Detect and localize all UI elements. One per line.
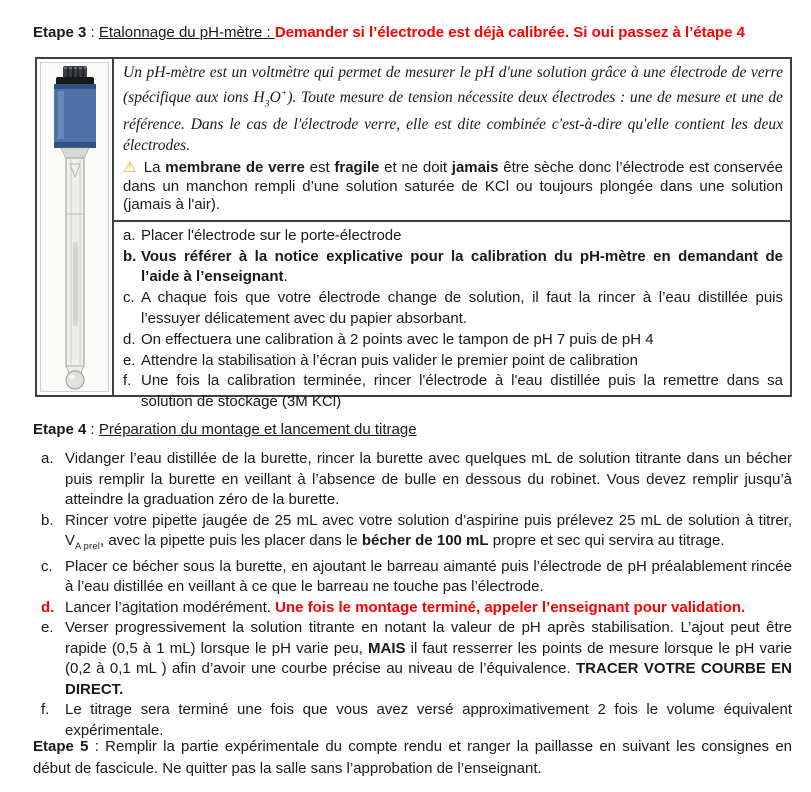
- list-item: [33, 700, 792, 741]
- list-item: [33, 511, 792, 557]
- list-item-text: Lancer l’agitation modérément. Une fois le montage terminé, appeler l’enseignant pour validation.: [65, 598, 746, 616]
- list-item-label: b.: [41, 511, 54, 529]
- list-item-label: f.: [123, 372, 132, 390]
- list-item-label: d.: [41, 598, 55, 616]
- list-item-label: c.: [123, 289, 135, 307]
- list-item: [114, 226, 783, 247]
- ph-electrode-icon: [42, 64, 108, 390]
- list-item: [114, 371, 783, 413]
- list-item: [33, 449, 792, 511]
- list-item-text: Placer l'électrode sur le porte-électrode: [141, 226, 402, 244]
- list-item-label: b.: [123, 247, 137, 265]
- list-item-label: e.: [123, 351, 136, 369]
- list-item-label: c.: [41, 557, 53, 575]
- etape4-heading: Etape 4 : Préparation du montage et lancement du titrage: [33, 421, 417, 438]
- list-item: [114, 247, 783, 289]
- etape3-steps-list: [114, 222, 790, 417]
- list-item: [114, 330, 783, 351]
- list-item-text: Une fois la calibration terminée, rincer l'électrode à l'eau distillée puis la remettre dans sa solution de stockage (3M KCl): [141, 372, 783, 411]
- list-item-text: On effectuera une calibration à 2 points avec le tampon de pH 7 puis de pH 4: [141, 330, 654, 348]
- list-item-label: a.: [41, 450, 54, 467]
- list-item-label: a.: [123, 226, 136, 244]
- etape3-table: [35, 57, 792, 411]
- list-item-text: Attendre la stabilisation à l’écran puis valider le premier point de calibration: [141, 351, 638, 369]
- list-item: [33, 598, 792, 619]
- etape3-description-section: [114, 59, 790, 222]
- list-item-label: d.: [123, 330, 136, 348]
- list-item-text: Le titrage sera terminé une fois que vous avez versé approximativement 2 fois le volume équivalent expérimentale.: [65, 701, 792, 739]
- list-item-label: f.: [41, 701, 50, 718]
- list-item-label: e.: [41, 619, 54, 636]
- list-item: [114, 351, 783, 372]
- list-item-text: Vidanger l’eau distillée de la burette, rincer la burette avec quelques mL de solution titrante dans un bécher puis remplir la burette en veillant à l’absence de bulle en dessous du robinet. Vous devez remplir jusqu’à atteindre la graduation zéro de la burette.: [65, 450, 792, 508]
- etape4-steps-list: [33, 449, 792, 741]
- etape3-table-text-column: [114, 59, 790, 411]
- list-item-text: Placer ce bécher sous la burette, en ajoutant le barreau aimanté puis l’électrode de pH préalablement rincée à l’eau distillée en veillant à ce que le barreau ne touche pas l’électrode.: [65, 557, 792, 595]
- electrode-photo-cell: [37, 59, 114, 395]
- etape5-paragraph: Etape 5 : Remplir la partie expérimentale du compte rendu et ranger la paillasse en suivant les consignes en début de fascicule. Ne quitter pas la salle sans l’approbation de l’enseignant.: [33, 738, 793, 777]
- glass-membrane-warning-paragraph: ⚠ La membrane de verre est fragile et ne doit jamais être sèche donc l’électrode est conservée dans un manchon rempli d’une solution saturée de KCl ou toujours plongée dans une solution (jamais à l'air).: [123, 159, 784, 214]
- list-item-text: Verser progressivement la solution titrante en notant la valeur de pH après stabilisation. L’ajout peut être rapide (0,5 à 1 mL) lorsque le pH varie peu, MAIS il faut resserrer les points de mesure lorsque le pH varie (0,2 à 0,1 mL ) afin d’avoir une courbe précise au niveau de l’équivalence. TRACER VOTRE COURBE EN DIRECT.: [65, 619, 792, 698]
- list-item-text: A chaque fois que votre électrode change de solution, il faut la rincer à l’eau distillée puis l’essuyer délicatement avec du papier absorbant.: [141, 289, 783, 327]
- list-item: [114, 288, 783, 330]
- list-item-text: Rincer votre pipette jaugée de 25 mL avec votre solution d’aspirine puis prélevez 25 mL de solution à titrer, $V_{A prel}$, avec la pipette puis les placer dans le bécher de 100 mL propre et sec qui servira au titrage.: [65, 511, 792, 551]
- list-item-text: Vous référer à la notice explicative pour la calibration du pH-mètre en demandant de l’aide à l’enseignant.: [141, 247, 783, 286]
- ph-electrode-photo: [40, 62, 109, 392]
- list-item: [33, 557, 792, 598]
- list-item: [33, 618, 792, 700]
- etape3-heading: Etape 3 : Etalonnage du pH-mètre : Demander si l’électrode est déjà calibrée. Si oui passez à l’étape 4: [33, 24, 746, 41]
- ph-meter-intro-paragraph: Un pH-mètre est un voltmètre qui permet de mesurer le pH d'une solution grâce à une électrode de verre (spécifique aux ions $H_3O^+$). Toute mesure de tension nécessite deux électrodes : une de mesure et une de référence. Dans le cas de l'électrode verre, elle est dite combinée c'est-à-dire qu'elle contient les deux électrodes.: [123, 64, 783, 155]
